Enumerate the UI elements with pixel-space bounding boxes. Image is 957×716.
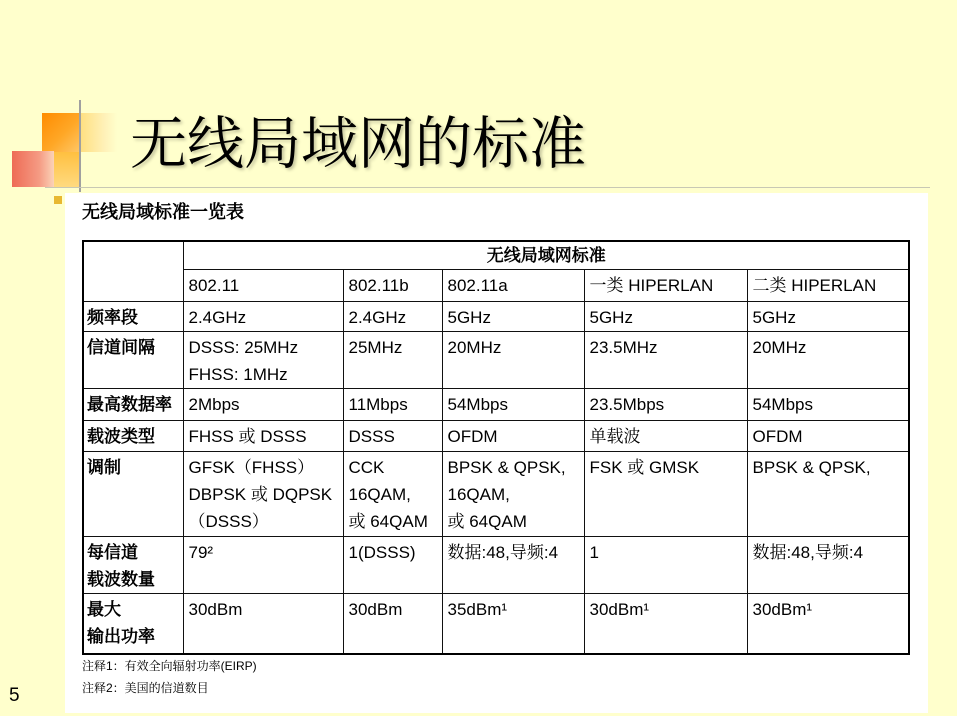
- cell-modulation-80211a: [442, 451, 584, 536]
- cell-max-power-80211b: [343, 593, 442, 654]
- cell-channel-spacing-80211b: [343, 331, 442, 388]
- row-label-modulation: [83, 451, 183, 536]
- cell-carrier-type-80211b: [343, 420, 442, 451]
- footnote-2: 注释2：美国的信道数目: [82, 681, 209, 695]
- cell-line: （DSSS）: [188, 511, 269, 531]
- cell-channel-spacing-80211a: [442, 331, 584, 388]
- label-line: 每信道: [87, 542, 138, 562]
- cell-line: 35dBm¹: [447, 599, 508, 619]
- column-header-hiperlan2: 二类 HIPERLAN: [747, 269, 909, 301]
- label-line: 调制: [87, 457, 121, 477]
- cell-channel-spacing-hiperlan1: [584, 331, 747, 388]
- cell-frequency-80211: [183, 301, 343, 331]
- cell-line: 30dBm: [348, 599, 403, 619]
- footnote-1: 注释1：有效全向辐射功率(EIRP): [82, 659, 257, 673]
- label-line: 输出功率: [87, 626, 155, 646]
- cell-line: 11Mbps: [348, 394, 408, 414]
- title-underline: [45, 187, 930, 188]
- cell-line: 54Mbps: [752, 394, 813, 414]
- cell-carriers-hiperlan2: [747, 536, 909, 593]
- cell-line: 5GHz: [447, 307, 491, 327]
- table-column-header-row: [83, 269, 909, 301]
- cell-line: 5GHz: [752, 307, 796, 327]
- row-label-frequency: [83, 301, 183, 331]
- table-row: [83, 420, 909, 451]
- cell-line: 20MHz: [447, 337, 502, 357]
- cell-carrier-type-80211a: [442, 420, 584, 451]
- cell-line: 2Mbps: [188, 394, 240, 414]
- cell-line: FSK 或 GMSK: [589, 457, 700, 477]
- cell-max-power-80211: [183, 593, 343, 654]
- standards-table: [82, 240, 910, 655]
- decor-vertical-line: [79, 100, 81, 192]
- label-line: 信道间隔: [87, 337, 155, 357]
- cell-line: 30dBm: [188, 599, 243, 619]
- table-row: [83, 331, 909, 388]
- cell-line: 54Mbps: [447, 394, 508, 414]
- label-line: 最高数据率: [87, 394, 172, 414]
- decor-red-square: [12, 151, 54, 187]
- cell-line: 5GHz: [589, 307, 633, 327]
- cell-max-rate-hiperlan1: [584, 388, 747, 420]
- cell-max-power-hiperlan2: [747, 593, 909, 654]
- decor-pale-square: [81, 113, 117, 152]
- cell-line: CCK: [348, 457, 385, 477]
- cell-carrier-type-hiperlan1: [584, 420, 747, 451]
- table-row: [83, 388, 909, 420]
- row-label-carriers-per-channel: [83, 536, 183, 593]
- cell-frequency-80211a: [442, 301, 584, 331]
- cell-line: FHSS: 1MHz: [188, 364, 288, 384]
- cell-line: 2.4GHz: [348, 307, 407, 327]
- cell-line: OFDM: [752, 426, 803, 446]
- cell-max-rate-80211b: [343, 388, 442, 420]
- cell-line: OFDM: [447, 426, 498, 446]
- cell-carrier-type-hiperlan2: [747, 420, 909, 451]
- page-number: 5: [9, 685, 20, 706]
- cell-max-power-hiperlan1: [584, 593, 747, 654]
- cell-modulation-80211: [183, 451, 343, 536]
- cell-carrier-type-80211: [183, 420, 343, 451]
- cell-line: DSSS: [348, 426, 395, 446]
- decor-orange-square: [42, 113, 80, 152]
- decor-yellow-square: [54, 152, 79, 187]
- table-row: [83, 301, 909, 331]
- cell-frequency-hiperlan2: [747, 301, 909, 331]
- table-row: [83, 593, 909, 654]
- cell-frequency-80211b: [343, 301, 442, 331]
- cell-line: 单载波: [589, 426, 641, 446]
- cell-line: 20MHz: [752, 337, 807, 357]
- cell-carriers-hiperlan1: [584, 536, 747, 593]
- cell-max-rate-hiperlan2: [747, 388, 909, 420]
- cell-max-rate-80211a: [442, 388, 584, 420]
- cell-line: 数据:48,导频:4: [752, 542, 864, 562]
- column-header-hiperlan1: 一类 HIPERLAN: [584, 269, 747, 301]
- cell-frequency-hiperlan1: [584, 301, 747, 331]
- cell-line: BPSK & QPSK,: [752, 457, 871, 477]
- cell-line: DSSS: 25MHz: [188, 337, 299, 357]
- cell-modulation-hiperlan2: [747, 451, 909, 536]
- column-header-80211b: 802.11b: [343, 269, 442, 301]
- cell-carriers-80211b: [343, 536, 442, 593]
- cell-modulation-hiperlan1: [584, 451, 747, 536]
- label-line: 频率段: [87, 307, 138, 327]
- cell-line: BPSK & QPSK,: [447, 457, 566, 477]
- row-label-max-rate: [83, 388, 183, 420]
- cell-modulation-80211b: [343, 451, 442, 536]
- cell-carriers-80211: [183, 536, 343, 593]
- row-label-max-power: [83, 593, 183, 654]
- label-line: 载波类型: [87, 426, 155, 446]
- cell-channel-spacing-80211: [183, 331, 343, 388]
- cell-line: 30dBm¹: [589, 599, 650, 619]
- table-figure: [65, 193, 928, 713]
- slide-title: 无线局域网的标准: [130, 112, 586, 176]
- cell-line: GFSK（FHSS）: [188, 457, 315, 477]
- cell-line: 25MHz: [348, 337, 403, 357]
- cell-line: 1(DSSS): [348, 542, 416, 562]
- cell-line: 16QAM,: [447, 484, 510, 504]
- cell-line: 16QAM,: [348, 484, 411, 504]
- bullet-square-icon: [54, 196, 62, 204]
- cell-carriers-80211a: [442, 536, 584, 593]
- cell-line: 或 64QAM: [348, 511, 428, 531]
- cell-line: 79²: [188, 542, 214, 562]
- table-row: [83, 536, 909, 593]
- figure-caption: 无线局域标准一览表: [82, 202, 244, 222]
- table-corner-cell: [83, 241, 183, 301]
- table-row: [83, 451, 909, 536]
- column-header-80211: 802.11: [183, 269, 343, 301]
- cell-line: 30dBm¹: [752, 599, 813, 619]
- row-label-carrier-type: [83, 420, 183, 451]
- cell-channel-spacing-hiperlan2: [747, 331, 909, 388]
- group-header: 无线局域网标准: [183, 241, 909, 269]
- cell-max-rate-80211: [183, 388, 343, 420]
- column-header-80211a: 802.11a: [442, 269, 584, 301]
- row-label-channel-spacing: [83, 331, 183, 388]
- cell-line: 1: [589, 542, 599, 562]
- cell-line: FHSS 或 DSSS: [188, 426, 307, 446]
- cell-line: 2.4GHz: [188, 307, 247, 327]
- label-line: 最大: [87, 599, 121, 619]
- label-line: 载波数量: [87, 569, 155, 589]
- cell-max-power-80211a: [442, 593, 584, 654]
- cell-line: 23.5MHz: [589, 337, 658, 357]
- cell-line: 或 64QAM: [447, 511, 527, 531]
- cell-line: DBPSK 或 DQPSK: [188, 484, 333, 504]
- table-header-row: [83, 241, 909, 269]
- cell-line: 23.5Mbps: [589, 394, 665, 414]
- cell-line: 数据:48,导频:4: [447, 542, 559, 562]
